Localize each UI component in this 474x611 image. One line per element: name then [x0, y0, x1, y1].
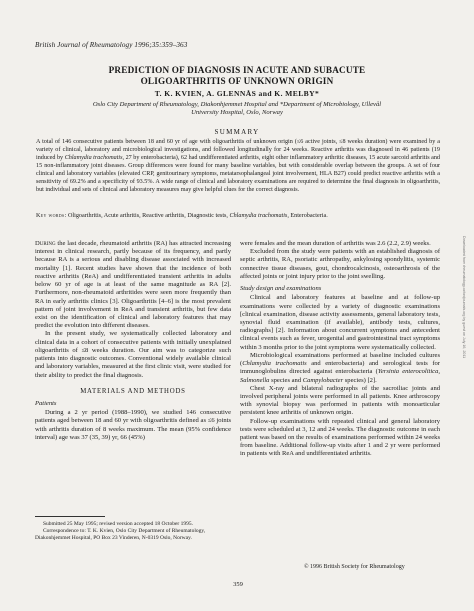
design-paragraph: Clinical and laboratory features at baseline and at follow-up examinations were collected by a variety of diagnostic examinations [clinical examination, disease activity assessments, general laboratory tests, synovial fluid examination (if available), antibody tests, cultures, radiographs] [2]. Information about concurrent symptoms and antecedent clinical events such as fever, urogenital and gastrointestinal tract symptoms within 3 months prior to the joint symptoms were systematically collected.	[240, 294, 440, 351]
micro-text-b: and enterobacteria) and serological tests for immunoglobulins directed against enterobacteria (	[240, 360, 440, 376]
intro-text-1: the last decade, rheumatoid arthritis (RA) has attracted increasing interest in clinical research, partly because of its frequency, and partly because RA is a serious and disabling disease associated with increased mortality [1]. Recent studies have shown that the incidence of both reactive arthritis (ReA) and undifferentiated transient arthritis in adults below 60 yr of age is at least of the same magnitude as RA [2]. Furthermore, non-rheumatoid arthritides were seen more frequently than RA in early arthritis clinics [3]. Oligoarthritis [4–6] is the most prevalent pattern of joint involvement in ReA and transient arthritis, but few data exist on the identification of clinical and laboratory features that may predict the evolution into different diseases.	[35, 240, 231, 330]
micro-text-a: Microbiological examinations performed at baseline included cultures (	[240, 351, 440, 368]
patients-heading: Patients	[35, 399, 57, 407]
title-line-1: PREDICTION OF DIAGNOSIS IN ACUTE AND SUBACUTE	[108, 65, 366, 75]
journal-citation: British Journal of Rheumatology 1996;35:359–363	[35, 41, 188, 49]
summary-heading: SUMMARY	[214, 128, 260, 136]
right-paragraph-1: were females and the mean duration of arthritis was 2.6 (2.2, 2.9) weeks.	[240, 240, 431, 247]
left-column	[35, 240, 231, 442]
download-watermark-text: Downloaded from rheumatology.oxfordjournals.org by guest on July 16, 2011	[462, 236, 466, 359]
abstract-italic-organism: Chlamydia trachomatis	[64, 154, 123, 161]
download-watermark	[461, 235, 467, 385]
keywords	[36, 213, 440, 221]
followup-paragraph: Follow-up examinations with repeated clinical and general laboratory tests were scheduled at 3, 12 and 24 weeks. The diagnostic outcome in each patient was based on the results of examinations performed within 24 weeks from baseline. Additional follow-up visits after 1 and 2 yr were performed in patients with ReA and undifferentiated arthritis.	[240, 417, 440, 458]
affiliation-line-2: University Hospital, Oslo, Norway	[191, 109, 283, 117]
keywords-part-2: , Enterobacteria.	[287, 213, 328, 219]
abstract-part-1: A total of 146 consecutive patients between 18 and 60 yr of age with oligoarthritis of unknown origin (≤6 active joints, ≤8 weeks duration) were examined by a variety of clinical, laboratory and microbiological investigations, and followed longitudinally for 24 weeks. Reactive arthritis was diagnosed in 46 patients (19 induced by	[36, 139, 440, 161]
intro-paragraph-2: In the present study, we systematically collected laboratory and clinical data in a cohort of consecutive patients with initially unexplained oligoarthritis of ≤8 weeks duration. Our aim was to categorize such patients into diagnostic outcomes. Conventional widely available clinical and laboratory variables, measured at the first clinic visit, were studied for their ability to predict the final diagnosis.	[35, 330, 231, 379]
footnote-correspondence: Correspondence to: T. K. Kvien, Oslo City Department of Rheumatology, Diakonhjemmet Hospital, PO Box 23 Vinderen, N-0319 Oslo, Norway.	[35, 528, 206, 541]
abstract-text	[36, 139, 440, 195]
methods-heading: MATERIALS AND METHODS	[80, 387, 186, 395]
keywords-italic: Chlamydia trachomatis	[229, 213, 288, 219]
footnote	[35, 521, 231, 542]
design-heading: Study design and examinations	[240, 285, 322, 293]
abstract-part-2: , 27 by enterobacteria), 62 had undifferentiated arthritis, eight other inflammatory arthritic diseases, 15 acute sarcoid arthritis and 15 non-inflammatory joint diseases. Group differences were found for many baseline variables, but with considerable overlap between the groups. A set of four clinical and laboratory variables (elevated CRP, genitourinary symptoms, metatarsophalangeal joint involvement, HLA B27) could predict reactive arthritis with a sensitivity of 69.2% and a specificity of 93.5%. A wide range of clinical and laboratory examinations are required to determine the final diagnosis in oligoarthritis, but individual and sets of clinical and laboratory measures may give helpful clues for the correct diagnosis.	[36, 154, 440, 193]
intro-paragraph-1	[35, 240, 231, 330]
affiliation-line-1: Oslo City Department of Rheumatology, Diakonhjemmet Hospital and *Department of Microbiology, Ullevål	[92, 101, 382, 108]
keywords-label: Key words:	[36, 213, 67, 219]
micro-italic-1: Chlamydia trachomatis	[242, 360, 307, 368]
intro-lead-word: During	[35, 240, 56, 247]
micro-text-d: species) [2].	[343, 376, 377, 384]
keywords-part-1: Oligoarthritis, Acute arthritis, Reactive arthritis, Diagnostic tests,	[66, 213, 230, 219]
title-line-2: OLIGOARTHRITIS OF UNKNOWN ORIGIN	[140, 75, 334, 86]
micro-text-c: species and	[269, 376, 303, 384]
radiography-paragraph: Chest X-ray and bilateral radiographs of the sacroiliac joints and involved peripheral joints were performed in all patients. Knee arthroscopy with synovial biopsy was performed in patients with monoarticular persistent knee arthritis of unknown origin.	[240, 384, 440, 417]
copyright-notice: © 1996 British Society for Rheumatology	[304, 564, 405, 570]
page-number: 359	[233, 581, 243, 588]
author-list: T. K. KVIEN, A. GLENNÅS and K. MELBY*	[154, 89, 320, 98]
footnote-submission: Submitted 25 May 1995; revised version accepted 18 October 1995.	[43, 521, 193, 527]
microbiology-paragraph	[240, 352, 440, 385]
article-title	[40, 65, 434, 86]
exclusion-paragraph: Excluded from the study were patients with an established diagnosis of septic arthritis, RA, psoriatic arthropathy, ankylosing spondylitis, systemic connective tissue diseases, gout, chondrocalcinosis, osteoarthrosis of the affected joints or joint injury prior to the joint swelling.	[240, 248, 440, 280]
footnote-rule	[35, 516, 105, 517]
patients-paragraph: During a 2 yr period (1988–1990), we studied 146 consecutive patients aged between 18 and 60 yr with oligoarthritis defined as ≤6 joints with arthritis duration of 8 weeks maximum. The mean (95% confidence interval) age was 37 (35, 39) yr, 66 (45%)	[35, 409, 231, 441]
affiliation	[60, 101, 414, 118]
micro-italic-2: Yersinia enterocolitica, Salmonella	[240, 368, 440, 384]
right-column	[240, 240, 440, 459]
micro-italic-3: Campylobacter	[302, 376, 344, 384]
